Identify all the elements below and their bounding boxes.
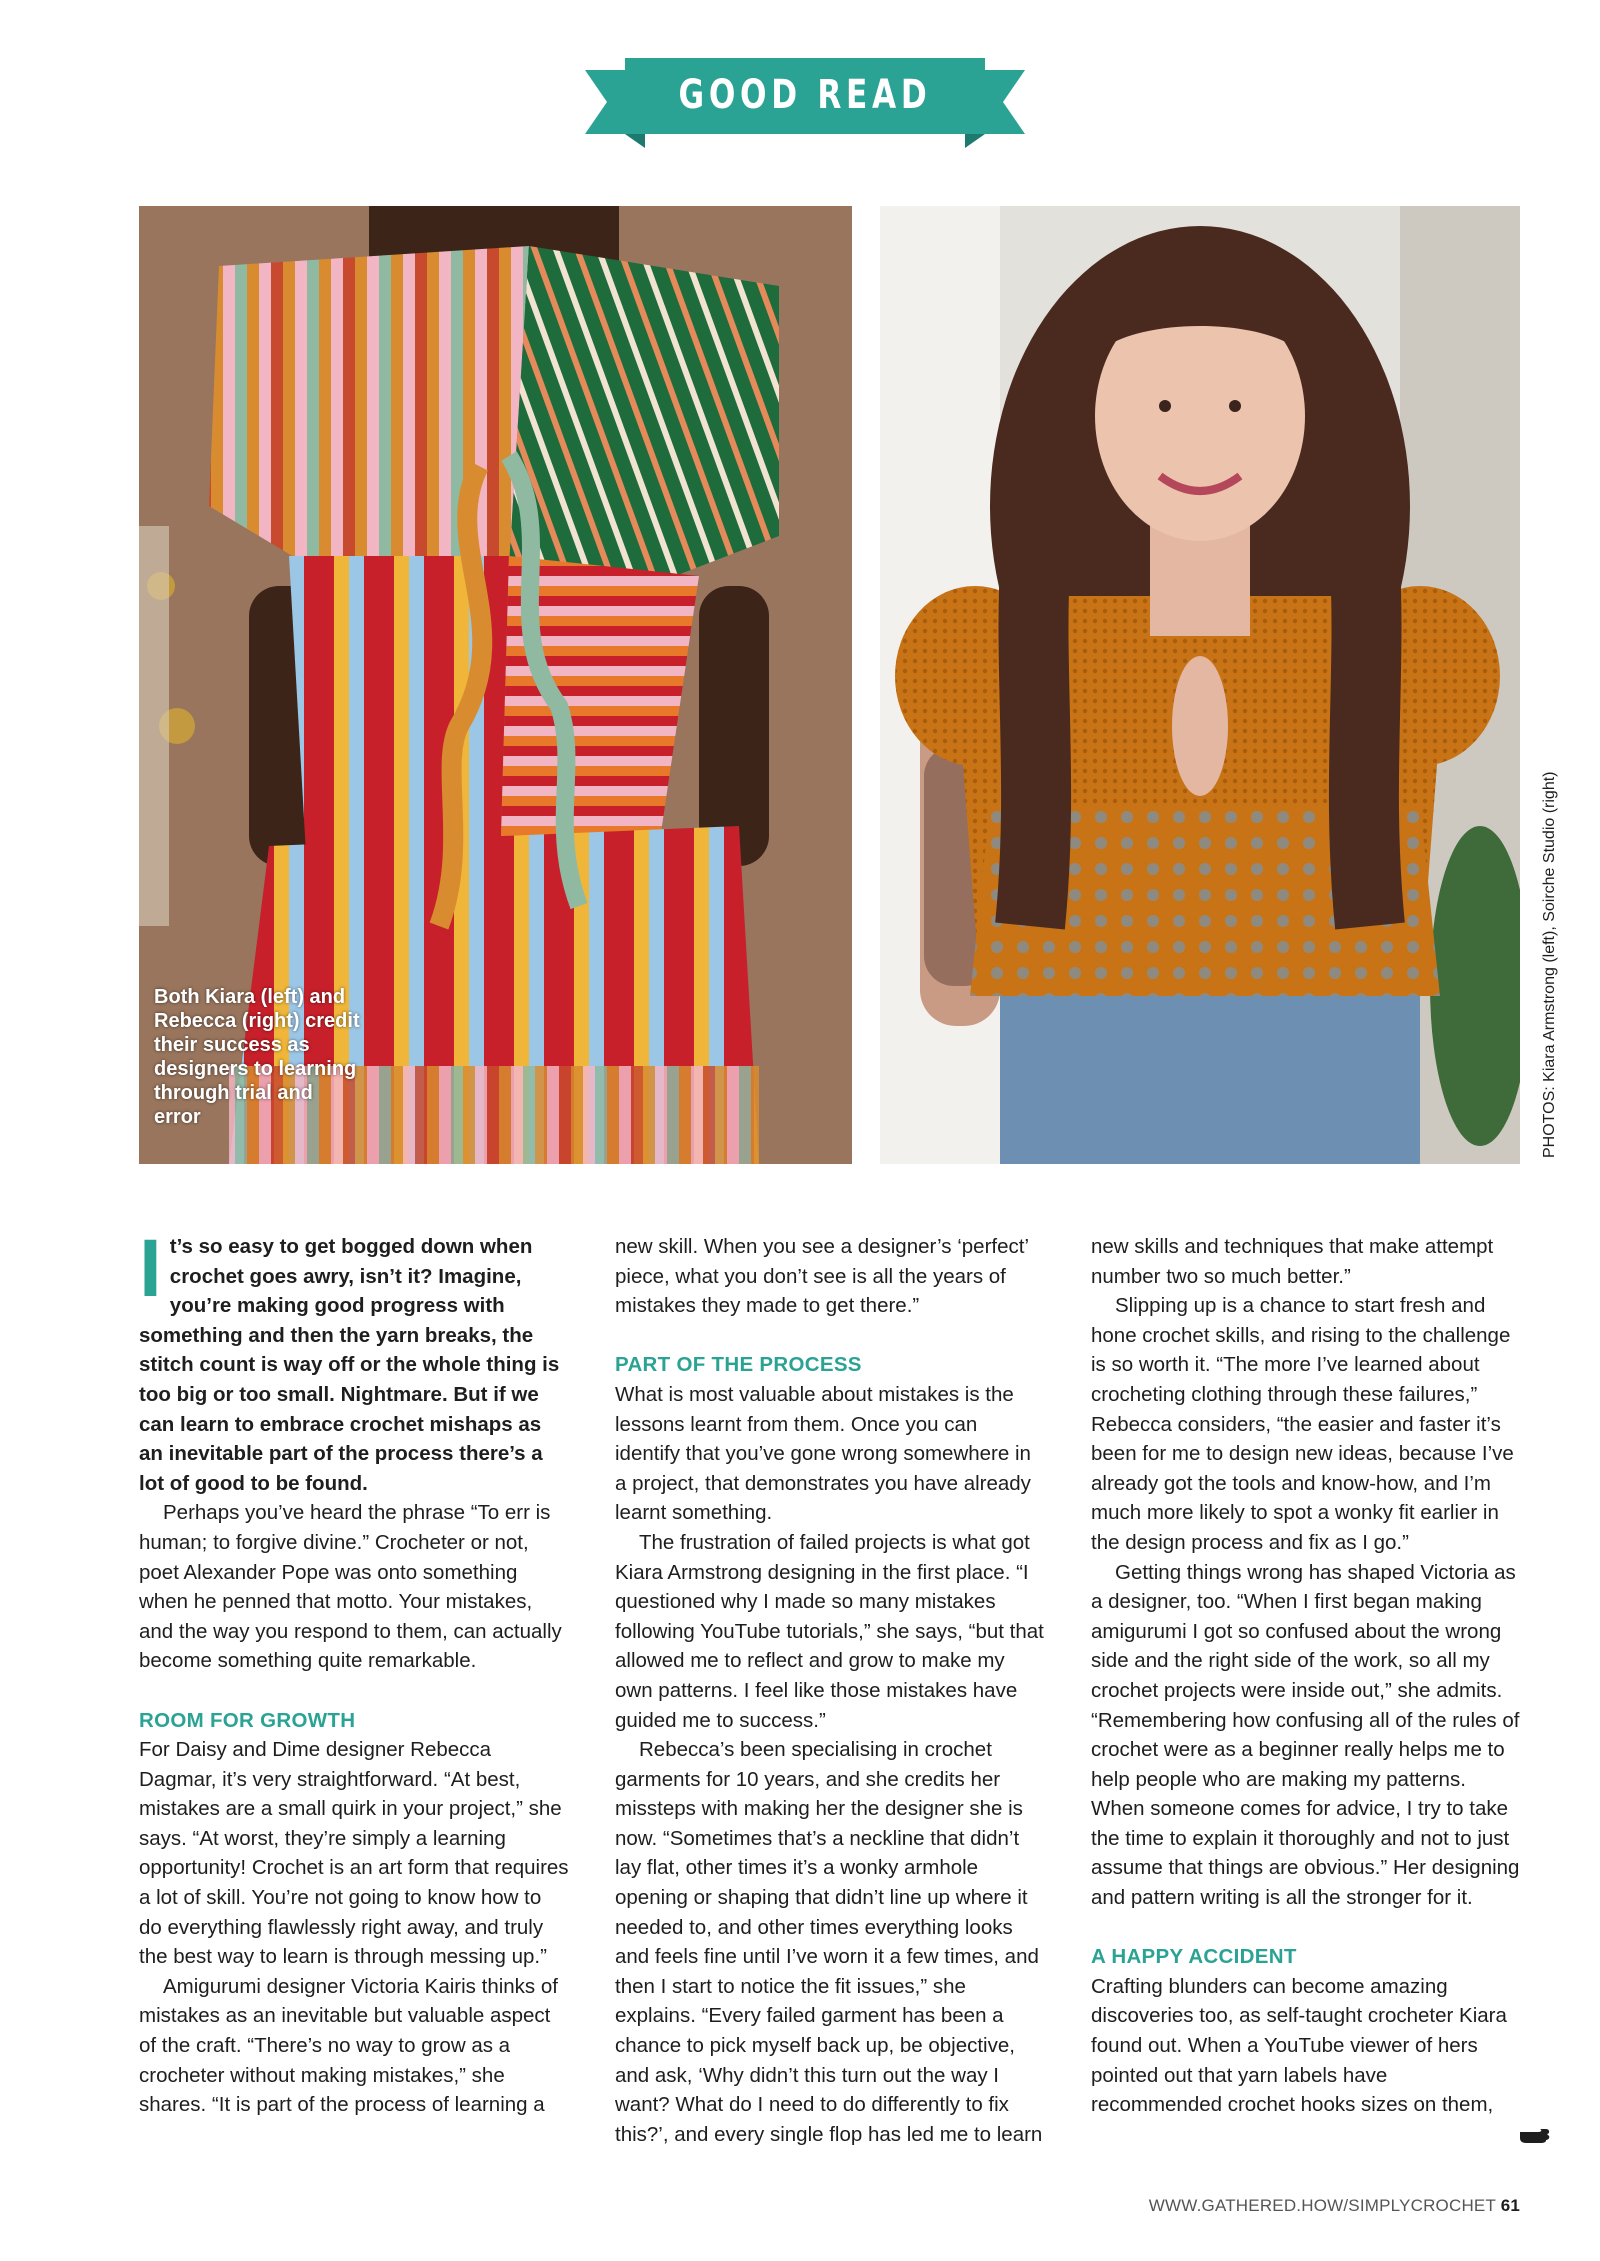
subheading-a-happy-accident: A HAPPY ACCIDENT: [1091, 1945, 1297, 1969]
paragraph: The frustration of failed projects is what got Kiara Armstrong designing in the first place. “I questioned why I made so many mistakes following YouTube tutorials,” she says, “but that allowed me to reflect and grow to make my own patterns. I feel like those mistakes have guided me to success.”: [615, 1530, 1044, 1732]
page-footer: [1149, 2196, 1520, 2216]
footer-url: WWW.GATHERED.HOW/SIMPLYCROCHET: [1148, 2196, 1496, 2215]
paragraph: Getting things wrong has shaped Victoria as a designer, too. “When I first began making amigurumi I got so confused about the wrong side and the right side of the work, so all my crochet projects were inside out,” she admits. “Remembering how confusing all of the rules of crochet were as a beginner really helps me to help people who are making my patterns. When someone comes for advice, I try to take the time to explain it thoroughly and not to just assume that things are obvious.” Her designing and pattern writing is all the stronger for it.: [1091, 1560, 1520, 1910]
paragraph: For Daisy and Dime designer Rebecca Dagmar, it’s very straightforward. “At best, mistakes are a small quirk in your project,” she says. “At worst, they’re simply a learning opportunity! Crochet is an art form that requires a lot of skill. You’re not going to know how to do everything flawlessly right away, and truly the best way to learn is through messing up.”: [139, 1738, 569, 1969]
paragraph: Crafting blunders can become amazing discoveries too, as self-taught crocheter Kiara found out. When a YouTube viewer of hers pointed out that yarn labels have recommended crochet hooks sizes on them,: [1091, 1974, 1507, 2117]
standfirst: t’s so easy to get bogged down when crochet goes awry, isn’t it? Imagine, you’re making good progress with something and then the yarn breaks, the stitch count is way off or the whole thing is too big or too small. Nightmare. But if we can learn to embrace crochet mishaps as an inevitable part of the process there’s a lot of good to be found.: [139, 1235, 560, 1495]
photo-rebecca-orange-top: [880, 206, 1520, 1164]
page-number: 61: [1500, 2196, 1520, 2215]
article-column-1: [139, 1223, 569, 2120]
paragraph: Slipping up is a chance to start fresh and hone crochet skills, and rising to the challenge is so worth it. “The more I’ve learned about crocheting clothing through these failures,” Rebecca considers, “the easier and faster it’s been for me to design new ideas, because I’ve already got the tools and know-how, and I’m much more likely to spot a wonky fit earlier in the design process and fix as I go.”: [1091, 1294, 1514, 1554]
banner-title: GOOD READ: [678, 72, 932, 118]
subheading-room-for-growth: ROOM FOR GROWTH: [139, 1708, 356, 1732]
photo-credit: PHOTOS: Kiara Armstrong (left), Soirche Studio (right): [1541, 771, 1558, 1158]
photo-caption: Both Kiara (left) and Rebecca (right) credit their success as designers to learning through trial and error: [154, 986, 360, 1128]
paragraph: new skills and techniques that make attempt number two so much better.”: [1091, 1235, 1494, 1288]
article-column-2: [615, 1232, 1047, 2149]
paragraph: new skill. When you see a designer’s ‘perfect’ piece, what you don’t see is all the years of mistakes they made to get there.”: [615, 1235, 1029, 1318]
subheading-part-of-the-process: PART OF THE PROCESS: [615, 1353, 862, 1377]
paragraph: Amigurumi designer Victoria Kairis thinks of mistakes as an inevitable but valuable aspect of the craft. “There’s no way to grow as a crocheter without making mistakes,” she shares. “It is part of the process of learning a: [139, 1974, 558, 2117]
article-column-3: [1091, 1232, 1521, 2120]
section-banner: [585, 52, 1025, 152]
pointing-hand-icon: [1520, 2128, 1550, 2144]
paragraph: What is most valuable about mistakes is the lessons learnt from them. Once you can identify that you’ve gone wrong somewhere in a project, that demonstrates you have already learnt something.: [615, 1382, 1031, 1525]
paragraph: Perhaps you’ve heard the phrase “To err is human; to forgive divine.” Crocheter or not, poet Alexander Pope was onto something when he penned that motto. Your mistakes, and the way you respond to them, can actually become something quite remarkable.: [139, 1501, 562, 1673]
drop-cap: I: [139, 1223, 162, 1314]
paragraph: Rebecca’s been specialising in crochet garments for 10 years, and she credits her missteps with making her the designer she is now. “Sometimes that’s a neckline that didn’t lay flat, other times it’s a wonky armhole opening or shaping that didn’t line up where it needed to, and other times everything looks and feels fine until I’ve worn it a few times, and then I start to notice the fit issues,” she explains. “Every failed garment has been a chance to pick myself back up, be objective, and ask, ‘Why didn’t this turn out the way I want? What do I need to do differently to fix this?’, and every single flop has led me to learn: [615, 1738, 1043, 2146]
